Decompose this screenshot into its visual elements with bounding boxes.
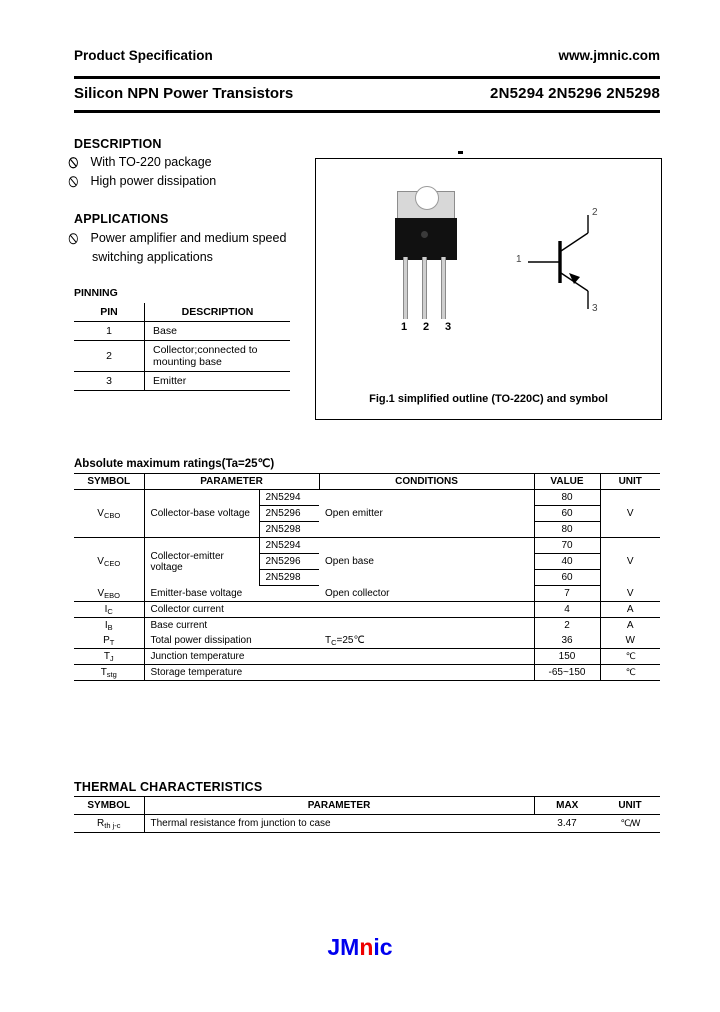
amr-symbol-main: I (104, 604, 108, 615)
amr-symbol (74, 649, 144, 665)
amr-parameter: Collector current (144, 602, 319, 618)
amr-unit: V (600, 586, 660, 602)
description-bullet-2 (74, 174, 216, 189)
package-pin-number: 3 (444, 321, 452, 333)
amr-condition (319, 649, 534, 665)
npn-transistor-symbol (516, 207, 626, 317)
package-lead-3 (441, 257, 446, 319)
amr-value: 4 (534, 602, 600, 618)
amr-condition (319, 633, 534, 649)
amr-parameter: Collector-base voltage (144, 490, 259, 538)
pinning-desc: Emitter (145, 372, 291, 391)
table-row (74, 815, 660, 833)
header-website: www.jmnic.com (558, 48, 660, 63)
thermal-heading: THERMAL CHARACTERISTICS (74, 780, 263, 794)
amr-symbol-main: V (97, 587, 105, 599)
amr-condition-prefix: T (325, 635, 332, 646)
applications-heading: APPLICATIONS (74, 212, 169, 226)
page-title: Silicon NPN Power Transistors (74, 85, 294, 102)
pinning-pin: 1 (74, 322, 145, 341)
description-heading: DESCRIPTION (74, 137, 162, 151)
amr-symbol-main: V (97, 556, 104, 568)
amr-condition (319, 602, 534, 618)
amr-col-conditions: CONDITIONS (319, 474, 534, 490)
package-pin-numbers (393, 321, 459, 333)
figure-box (315, 158, 662, 420)
applications-bullet-1-text: Power amplifier and medium speed (90, 231, 287, 245)
amr-condition-sub: C (331, 638, 337, 647)
pinning-pin: 3 (74, 372, 145, 391)
part-numbers: 2N5294 2N5296 2N5298 (490, 85, 660, 102)
table-row (74, 372, 290, 391)
amr-symbol (74, 618, 144, 634)
thermal-col-symbol: SYMBOL (74, 797, 144, 815)
to220-package-image (389, 191, 463, 333)
amr-unit: W (600, 633, 660, 649)
thermal-unit: ℃/W (600, 815, 660, 833)
amr-value: 60 (534, 570, 600, 586)
amr-col-unit: UNIT (600, 474, 660, 490)
absolute-max-ratings-table (74, 473, 660, 681)
amr-part: 2N5294 (259, 538, 319, 554)
amr-condition-suffix: =25℃ (336, 635, 365, 646)
bullet-marker-icon (75, 175, 85, 189)
symbol-pin-collector: 2 (592, 207, 598, 218)
table-row (74, 665, 660, 681)
table-row (74, 490, 660, 506)
amr-symbol (74, 538, 144, 586)
amr-header-row (74, 474, 660, 490)
amr-unit: ℃ (600, 649, 660, 665)
amr-unit: A (600, 602, 660, 618)
amr-symbol-sub: B (107, 623, 113, 632)
amr-condition: Open emitter (319, 490, 534, 538)
amr-symbol-main: P (103, 635, 110, 646)
thermal-col-parameter: PARAMETER (144, 797, 534, 815)
amr-symbol-main: T (103, 651, 110, 662)
table-row (74, 538, 660, 554)
amr-unit: V (626, 508, 634, 519)
symbol-pin-base: 1 (516, 254, 522, 265)
table-row (74, 602, 660, 618)
amr-value: 150 (534, 649, 600, 665)
logo-part-ic: ic (373, 934, 393, 960)
amr-col-symbol: SYMBOL (74, 474, 144, 490)
thermal-characteristics-table (74, 796, 660, 833)
thermal-col-max: MAX (534, 797, 600, 815)
amr-unit: V (600, 538, 660, 586)
amr-part: 2N5296 (259, 554, 319, 570)
pinning-header-row (74, 303, 290, 322)
header-rule-top (74, 76, 660, 79)
thermal-col-unit: UNIT (600, 797, 660, 815)
amr-value: 36 (534, 633, 600, 649)
bullet-marker-icon (75, 232, 85, 246)
logo-part-jm: JM (327, 934, 360, 960)
amr-parameter: Emitter-base voltage (144, 586, 319, 602)
amr-symbol (74, 490, 144, 538)
amr-symbol-sub: EBO (104, 590, 120, 600)
amr-unit: ℃ (600, 665, 660, 681)
amr-value: 40 (534, 554, 600, 570)
header-title-row (74, 85, 660, 102)
transistor-symbol-svg (516, 207, 626, 317)
table-row (74, 618, 660, 634)
package-pin-number: 1 (400, 321, 408, 333)
pinning-desc: Collector;connected to mounting base (145, 341, 291, 372)
amr-part: 2N5296 (259, 506, 319, 522)
thermal-symbol-main: R (97, 818, 105, 829)
amr-condition (319, 665, 534, 681)
amr-symbol (74, 665, 144, 681)
amr-value: 7 (534, 586, 600, 602)
amr-condition: Open collector (319, 586, 534, 602)
scan-artifact (458, 151, 463, 154)
amr-part: 2N5298 (259, 522, 319, 538)
pinning-heading: PINNING (74, 287, 118, 299)
description-bullet-1 (74, 155, 212, 170)
amr-col-parameter: PARAMETER (144, 474, 319, 490)
pinning-col-description: DESCRIPTION (145, 303, 291, 322)
amr-part: 2N5294 (259, 490, 319, 506)
amr-symbol-main: T (100, 667, 107, 678)
amr-value: 70 (534, 538, 600, 554)
header-left-label: Product Specification (74, 48, 213, 63)
absolute-max-caption-text: Absolute maximum ratings(Ta=25℃) (74, 458, 275, 470)
amr-value: 80 (534, 522, 600, 538)
description-bullet-2-text: High power dissipation (90, 174, 217, 188)
amr-symbol (74, 602, 144, 618)
applications-bullet-1-cont: switching applications (92, 250, 213, 264)
package-lead-2 (422, 257, 427, 319)
amr-value: 2 (534, 618, 600, 634)
amr-symbol-sub: T (109, 638, 115, 647)
package-body (395, 218, 457, 260)
amr-symbol (74, 586, 144, 602)
company-logo (0, 934, 720, 961)
amr-value: 60 (534, 506, 600, 522)
amr-parameter: Collector-emitter voltage (144, 538, 259, 586)
thermal-symbol-sub: th j-c (104, 821, 121, 830)
applications-bullet-1 (74, 231, 286, 246)
amr-symbol-main: V (97, 508, 104, 519)
amr-condition: Open base (319, 538, 534, 586)
table-row (74, 633, 660, 649)
pinning-table (74, 303, 290, 391)
table-row (74, 586, 660, 602)
bullet-marker-icon (75, 156, 85, 170)
amr-symbol-sub: CEO (103, 559, 121, 569)
amr-symbol-main: I (104, 620, 108, 631)
thermal-header-row (74, 797, 660, 815)
table-row (74, 341, 290, 372)
amr-unit: A (626, 620, 634, 631)
thermal-symbol (74, 815, 144, 833)
description-bullet-1-text: With TO-220 package (90, 155, 212, 169)
table-row (74, 322, 290, 341)
amr-parameter: Storage temperature (144, 665, 319, 681)
logo-part-n: n (359, 934, 374, 960)
header-rule-bottom (74, 110, 660, 113)
figure-caption: Fig.1 simplified outline (TO-220C) and symbol (369, 393, 608, 405)
thermal-max: 3.47 (534, 815, 600, 833)
absolute-max-caption (74, 456, 274, 470)
package-mounting-hole (415, 186, 439, 210)
pinning-desc: Base (145, 322, 291, 341)
amr-symbol (74, 633, 144, 649)
amr-symbol-sub: C (107, 607, 113, 616)
amr-parameter: Junction temperature (144, 649, 319, 665)
pinning-pin: 2 (74, 341, 145, 372)
pinning-col-pin: PIN (74, 303, 145, 322)
symbol-pin-emitter: 3 (592, 303, 598, 314)
amr-value: 80 (534, 490, 600, 506)
amr-value: -65~150 (534, 665, 600, 681)
thermal-parameter: Thermal resistance from junction to case (144, 815, 534, 833)
table-row (74, 649, 660, 665)
amr-symbol-sub: stg (106, 670, 117, 679)
amr-part: 2N5298 (259, 570, 319, 586)
amr-parameter: Base current (150, 620, 208, 631)
amr-condition (319, 618, 534, 634)
amr-col-value: VALUE (534, 474, 600, 490)
amr-symbol-sub: J (109, 654, 114, 663)
amr-parameter: Total power dissipation (144, 633, 319, 649)
package-lead-1 (403, 257, 408, 319)
page-header (74, 48, 660, 63)
amr-symbol-sub: CBO (103, 511, 121, 520)
package-pin-number: 2 (422, 321, 430, 333)
